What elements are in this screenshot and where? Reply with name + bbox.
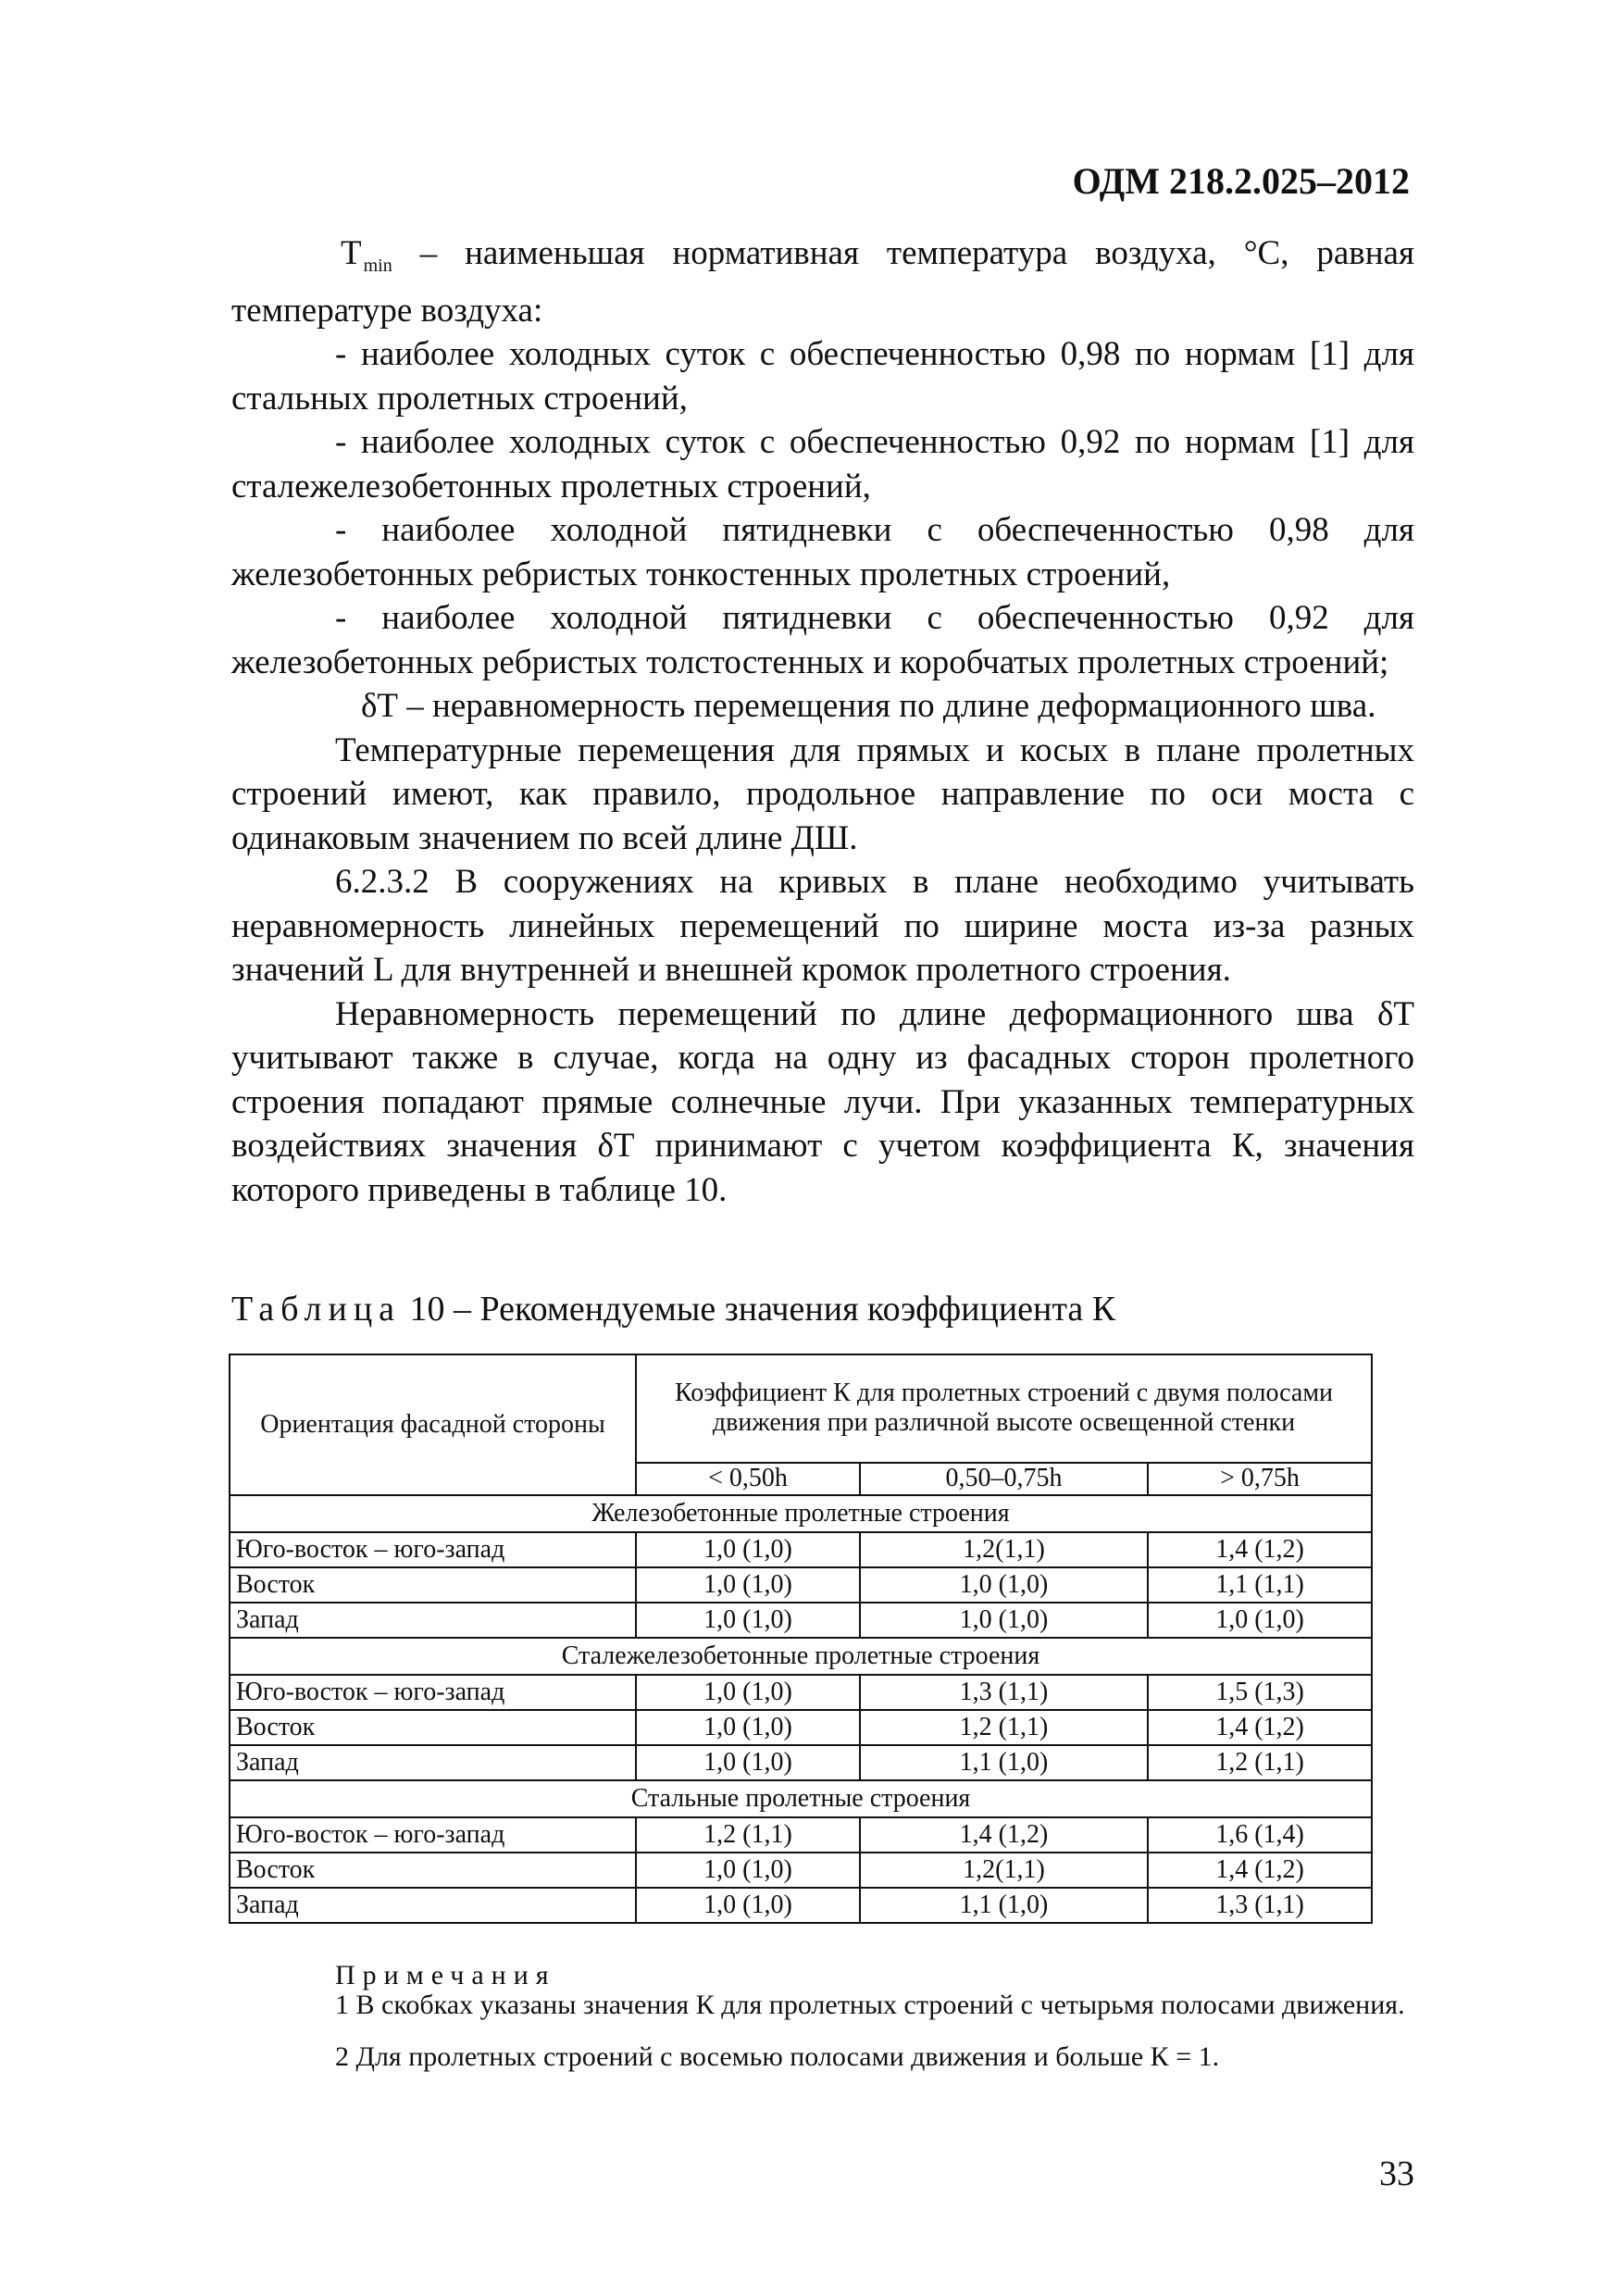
table-row bbox=[230, 1710, 1372, 1745]
bullet-4: - наиболее холодной пятидневки с обеспеченностью 0,92 для железобетонных ребристых толстостенных и коробчатых пролетных строений; bbox=[231, 599, 1414, 681]
delta-t-definition: δТ – неравномерность перемещения по длине деформационного шва. bbox=[361, 687, 1376, 725]
notes-title: Примечания bbox=[335, 1960, 556, 1990]
table-cell: 1,1 (1,0) bbox=[860, 1745, 1148, 1780]
sub-column-header: < 0,50h bbox=[636, 1463, 860, 1495]
table-row bbox=[230, 1817, 1372, 1853]
bullet-3: - наиболее холодной пятидневки с обеспеченностью 0,98 для железобетонных ребристых тонкостенных пролетных строений, bbox=[231, 511, 1414, 593]
note-1: 1 В скобках указаны значения К для пролетных строений с четырьмя полосами движения. bbox=[335, 1990, 1405, 2020]
table-cell: 1,0 (1,0) bbox=[636, 1603, 860, 1638]
table-caption bbox=[231, 1289, 1115, 1329]
row-label: Запад bbox=[230, 1745, 636, 1780]
group-title: Железобетонные пролетные строения bbox=[230, 1495, 1372, 1532]
body-text bbox=[231, 231, 1414, 1212]
table-cell: 1,0 (1,0) bbox=[860, 1603, 1148, 1638]
coefficient-table bbox=[229, 1354, 1373, 1924]
table-cell: 1,1 (1,1) bbox=[1148, 1567, 1372, 1603]
table-cell: 1,0 (1,0) bbox=[1148, 1603, 1372, 1638]
table-cell: 1,2(1,1) bbox=[860, 1853, 1148, 1888]
table-cell: 1,0 (1,0) bbox=[636, 1745, 860, 1780]
sub-column-header: > 0,75h bbox=[1148, 1463, 1372, 1495]
table-cell: 1,4 (1,2) bbox=[1148, 1853, 1372, 1888]
table-cell: 1,5 (1,3) bbox=[1148, 1675, 1372, 1710]
table-row bbox=[230, 1532, 1372, 1567]
table-cell: 1,2 (1,1) bbox=[636, 1817, 860, 1853]
table-cell: 1,4 (1,2) bbox=[1148, 1710, 1372, 1745]
t-min-text: – наименьшая нормативная температура воздуха, °С, равная температуре воздуха: bbox=[231, 234, 1414, 330]
table-row bbox=[230, 1567, 1372, 1603]
row-label: Восток bbox=[230, 1853, 636, 1888]
table-cell: 1,0 (1,0) bbox=[636, 1532, 860, 1567]
table-cell: 1,2(1,1) bbox=[860, 1532, 1148, 1567]
table-cell: 1,2 (1,1) bbox=[860, 1710, 1148, 1745]
row-label: Юго-восток – юго-запад bbox=[230, 1817, 636, 1853]
table-cell: 1,0 (1,0) bbox=[860, 1567, 1148, 1603]
row-label: Юго-восток – юго-запад bbox=[230, 1532, 636, 1567]
table-cell: 1,0 (1,0) bbox=[636, 1888, 860, 1923]
row-label: Юго-восток – юго-запад bbox=[230, 1675, 636, 1710]
table-caption-word: Таблица bbox=[231, 1290, 402, 1329]
t-min-symbol: T bbox=[341, 234, 362, 272]
column-header-orientation: Ориентация фасадной стороны bbox=[230, 1354, 636, 1495]
table-cell: 1,0 (1,0) bbox=[636, 1853, 860, 1888]
notes bbox=[231, 1961, 1414, 2072]
bullet-2: - наиболее холодных суток с обеспеченностью 0,92 по нормам [1] для сталежелезобетонных пролетных строений, bbox=[231, 423, 1414, 505]
paragraph-3: Неравномерность перемещений по длине деформационного шва δТ учитывают также в случае, когда на одну из фасадных сторон пролетного строения попадают прямые солнечные лучи. При указанных температурных воздействиях значения δТ принимают с учетом коэффициента К, значения которого приведены в таблице 10. bbox=[231, 994, 1414, 1209]
table-cell: 1,0 (1,0) bbox=[636, 1567, 860, 1603]
column-header-coefficient: Коэффициент К для пролетных строений с двумя полосами движения при различной высоте освещенной стенки bbox=[636, 1354, 1372, 1463]
table-cell: 1,0 (1,0) bbox=[636, 1710, 860, 1745]
sub-column-header: 0,50–0,75h bbox=[860, 1463, 1148, 1495]
table-cell: 1,3 (1,1) bbox=[860, 1675, 1148, 1710]
table-row bbox=[230, 1603, 1372, 1638]
table-row bbox=[230, 1853, 1372, 1888]
table-caption-text: 10 – Рекомендуемые значения коэффициента К bbox=[409, 1290, 1116, 1329]
bullet-1: - наиболее холодных суток с обеспеченностью 0,98 по нормам [1] для стальных пролетных строений, bbox=[231, 335, 1414, 418]
note-2: 2 Для пролетных строений с восемью полосами движения и больше К = 1. bbox=[335, 2041, 1220, 2072]
paragraph-1: Температурные перемещения для прямых и косых в плане пролетных строений имеют, как правило, продольное направление по оси моста с одинаковым значением по всей длине ДШ. bbox=[231, 730, 1414, 857]
paragraph-2: 6.2.3.2 В сооружениях на кривых в плане необходимо учитывать неравномерность линейных перемещений по ширине моста из-за разных значений L для внутренней и внешней кромок пролетного строения. bbox=[231, 863, 1414, 989]
table-cell: 1,0 (1,0) bbox=[636, 1675, 860, 1710]
page-number: 33 bbox=[1379, 2154, 1414, 2193]
t-min-definition bbox=[231, 231, 1414, 332]
table-cell: 1,4 (1,2) bbox=[1148, 1532, 1372, 1567]
table-cell: 1,3 (1,1) bbox=[1148, 1888, 1372, 1923]
table-cell: 1,6 (1,4) bbox=[1148, 1817, 1372, 1853]
row-label: Запад bbox=[230, 1603, 636, 1638]
row-label: Восток bbox=[230, 1710, 636, 1745]
group-title: Стальные пролетные строения bbox=[230, 1780, 1372, 1817]
page-header: ОДМ 218.2.025–2012 bbox=[1072, 160, 1410, 202]
table-cell: 1,1 (1,0) bbox=[860, 1888, 1148, 1923]
table-cell: 1,4 (1,2) bbox=[860, 1817, 1148, 1853]
t-min-subscript: min bbox=[363, 256, 392, 276]
table-row bbox=[230, 1745, 1372, 1780]
row-label: Запад bbox=[230, 1888, 636, 1923]
table-cell: 1,2 (1,1) bbox=[1148, 1745, 1372, 1780]
table-row bbox=[230, 1675, 1372, 1710]
group-title: Сталежелезобетонные пролетные строения bbox=[230, 1638, 1372, 1675]
row-label: Восток bbox=[230, 1567, 636, 1603]
table-row bbox=[230, 1888, 1372, 1923]
